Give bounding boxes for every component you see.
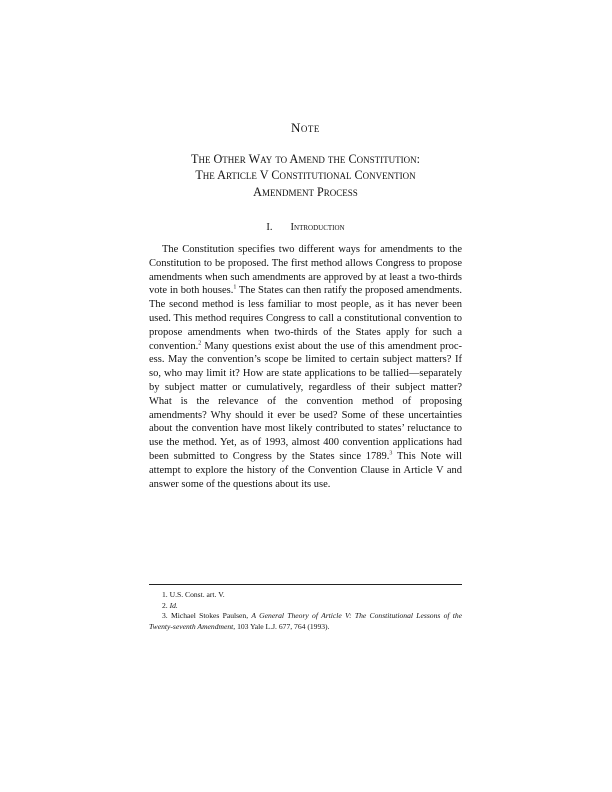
section-title: Introduction: [290, 222, 345, 233]
footnote-citation: , 103 Yale L.J. 677, 764 (1993).: [233, 621, 330, 631]
paragraph-text-2: The States can then ratify the proposed amendments. The second method is less familiar to most people, as it has never been used. This method requires Congress to call a constitutional convention to propose amendments when two-thirds of the States apply for such a convention.: [149, 285, 462, 352]
footnote-ref-3[interactable]: 3: [389, 450, 393, 457]
paragraph-text-1: The Constitution specifies two different ways for amendments to the Constitution to be proposed. The first method allows Congress to propose amendments when such amendments are approved by at least a two-thirds vote in both houses.: [149, 244, 462, 297]
footnote-cited-title: A General Theory of Article V: The Constitutional Lessons of the Twenty-seventh Amendment: [149, 611, 463, 631]
body-text: [149, 243, 462, 491]
paragraph-text-4: This Note will attempt to explore the history of the Convention Clause in Article V and answer some of the questions about its use.: [149, 450, 462, 490]
footnote-ref-2[interactable]: 2: [198, 340, 202, 347]
section-heading: [149, 222, 462, 233]
footnote-divider: [149, 584, 462, 585]
title-line-3: Amendment Process: [253, 184, 358, 199]
footnote-number: 2.: [162, 600, 168, 610]
title-line-2: The Article V Constitutional Convention: [195, 168, 416, 183]
footnote-number: 3.: [162, 611, 168, 621]
section-number: I.: [266, 222, 273, 233]
title-line-1: The Other Way to Amend the Constitution:: [191, 152, 420, 166]
footnote-ref-1[interactable]: 1: [233, 284, 237, 291]
footnote-text: Id.: [169, 600, 178, 610]
footnote-number: 1.: [162, 590, 168, 599]
note-label: Note: [291, 120, 320, 135]
footnote-author: Michael Stokes Paulsen,: [170, 611, 252, 621]
paragraph-text-3: Many questions exist about the use of this amendment process. May the convention’s scope be limited to certain subject matters? If so, who may limit it? How are state applications to be tallied—separately by subject matter or cumulatively, regardless of their subject matter? What is the relevance of the convention method of proposing amendments? Why should it ever be used? Some of these uncertainties about the convention have most likely contributed to states’ reluctance to use the method. Yet, as of 1993, almost 400 convention applications had been submitted to Congress by the States since 1789.: [149, 340, 462, 462]
footnote-text: U.S. Const. art. V.: [169, 590, 225, 599]
footnote-1: [149, 590, 462, 601]
article-title: [149, 151, 462, 200]
footnotes: [149, 590, 462, 632]
footnote-2: [149, 601, 462, 612]
intro-paragraph: [149, 243, 462, 491]
footnote-3: [149, 611, 462, 632]
